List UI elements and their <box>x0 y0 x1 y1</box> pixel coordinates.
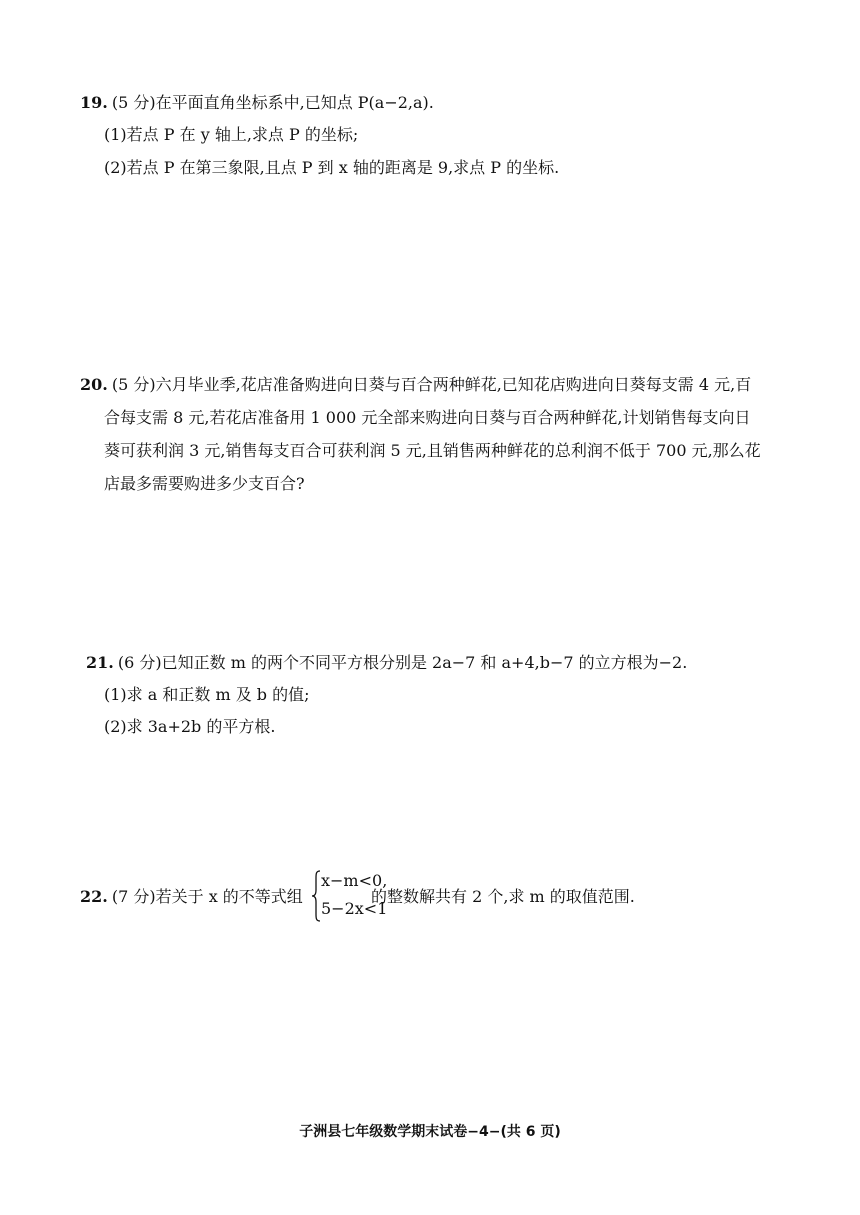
q19-sub2: (2)若点 P 在第三象限,且点 P 到 x 轴的距离是 9,求点 P 的坐标. <box>104 158 560 177</box>
q19-stem <box>80 92 434 114</box>
q20-line4: 店最多需要购进多少支百合? <box>104 474 305 493</box>
q22-stem-post: 的整数解共有 2 个,求 m 的取值范围. <box>371 887 635 906</box>
q20-line2: 合每支需 8 元,若花店准备用 1 000 元全部来购进向日葵与百合两种鲜花,计划销售每支向日 <box>104 408 751 427</box>
q20-line1-text: 六月毕业季,花店准备购进向日葵与百合两种鲜花,已知花店购进向日葵每支需 4 元,百 <box>155 375 752 394</box>
q21-stem-text: 已知正数 m 的两个不同平方根分别是 2a−7 和 a+4,b−7 的立方根为−2. <box>161 653 688 672</box>
q20-points: (5 分) <box>111 375 156 394</box>
q21-sub1: (1)求 a 和正数 m 及 b 的值; <box>104 685 310 704</box>
q19-sub1: (1)若点 P 在 y 轴上,求点 P 的坐标; <box>104 125 359 144</box>
q19-points: (5 分) <box>111 93 156 112</box>
q22-stem-pre <box>80 886 303 908</box>
q20-line1 <box>80 374 751 396</box>
q21-stem <box>86 652 687 674</box>
q20-line3: 葵可获利润 3 元,销售每支百合可获利润 5 元,且销售两种鲜花的总利润不低于 700 元,那么花 <box>104 441 761 460</box>
q22-inequality-2: 5−2x<1 <box>321 899 388 918</box>
left-brace-icon <box>311 870 321 922</box>
q22-number: 22. <box>80 887 108 906</box>
q19-number: 19. <box>80 93 108 112</box>
q20-number: 20. <box>80 375 108 394</box>
q19-stem-text: 在平面直角坐标系中,已知点 P(a−2,a). <box>155 93 434 112</box>
q22-inequality-1: x−m<0, <box>321 871 388 890</box>
q22-points: (7 分) <box>111 887 156 906</box>
q21-points: (6 分) <box>117 653 162 672</box>
q22-inequality-system <box>311 870 388 922</box>
q21-sub2: (2)求 3a+2b 的平方根. <box>104 717 276 736</box>
page-footer: 子洲县七年级数学期末试卷−4−(共 6 页) <box>299 1124 561 1140</box>
q22-pre-text: 若关于 x 的不等式组 <box>155 887 303 906</box>
q21-number: 21. <box>86 653 114 672</box>
